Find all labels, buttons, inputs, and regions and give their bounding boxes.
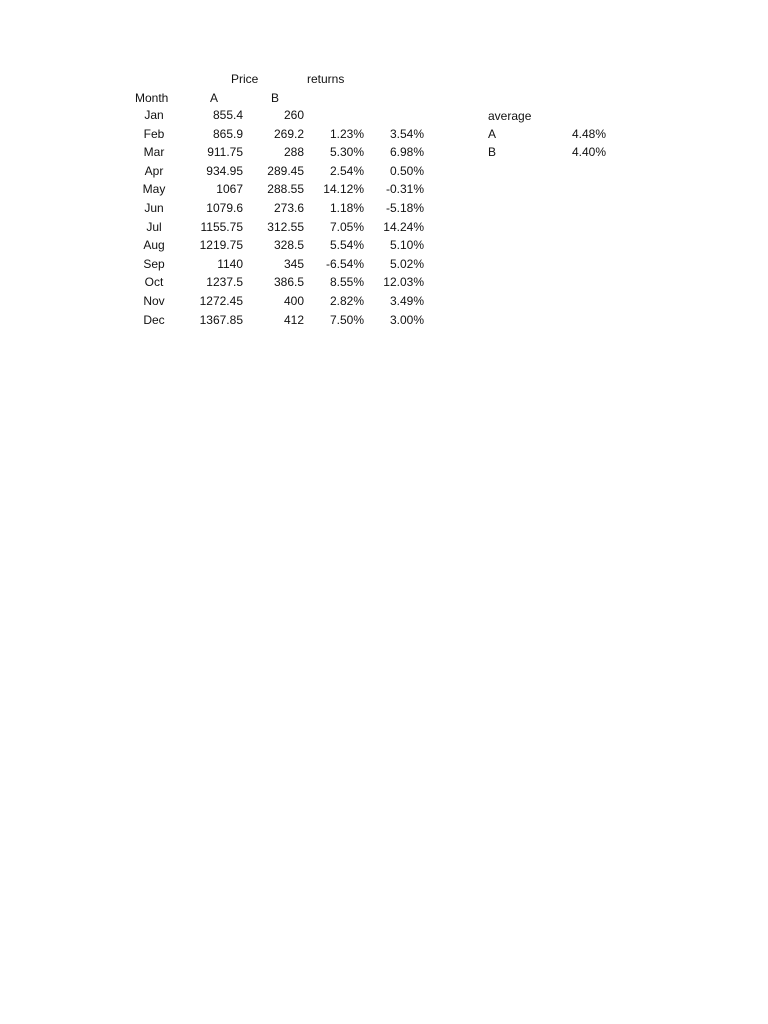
return-a-cell[interactable]: 5.54% xyxy=(329,238,364,253)
return-a-cell[interactable]: 2.82% xyxy=(329,294,364,308)
return-b-cell[interactable]: 6.98% xyxy=(389,145,424,160)
return-b-cell[interactable]: 0.50% xyxy=(389,163,424,178)
price-a-cell[interactable]: 865.9 xyxy=(212,126,243,141)
return-a-cell[interactable]: 1.18% xyxy=(329,201,364,215)
price-a-cell[interactable]: 1155.75 xyxy=(200,219,243,234)
average-value[interactable]: 4.48% xyxy=(571,126,606,141)
average-value[interactable]: 4.40% xyxy=(571,145,606,160)
month-column-header: Month xyxy=(135,91,169,105)
month-cell[interactable]: Mar xyxy=(143,145,165,160)
price-a-cell[interactable]: 1067 xyxy=(216,182,243,197)
price-b-cell[interactable]: 288 xyxy=(283,145,304,160)
price-b-column-header: B xyxy=(271,91,280,105)
price-b-cell[interactable]: 273.6 xyxy=(273,201,304,215)
price-a-cell[interactable]: 1237.5 xyxy=(206,275,243,290)
return-a-cell[interactable]: 5.30% xyxy=(329,145,364,160)
price-a-column-header: A xyxy=(210,91,219,105)
return-b-cell[interactable]: 3.00% xyxy=(389,312,424,327)
return-a-cell[interactable]: 7.50% xyxy=(329,312,364,327)
table-row xyxy=(0,292,768,311)
month-cell[interactable]: Feb xyxy=(143,126,165,141)
table-row xyxy=(0,218,768,237)
return-b-cell[interactable]: -0.31% xyxy=(385,182,424,197)
month-cell[interactable]: Aug xyxy=(143,238,165,253)
returns-group-header: returns xyxy=(307,72,345,86)
price-a-cell[interactable]: 1367.85 xyxy=(199,312,243,327)
price-a-cell[interactable]: 911.75 xyxy=(207,145,243,160)
month-cell[interactable]: Jan xyxy=(144,108,164,122)
price-a-cell[interactable]: 1079.6 xyxy=(206,201,243,215)
return-b-cell[interactable]: 3.49% xyxy=(389,294,424,308)
price-a-cell[interactable]: 855.4 xyxy=(212,108,243,122)
price-a-cell[interactable]: 1140 xyxy=(217,256,243,271)
return-b-cell[interactable]: 5.02% xyxy=(389,256,424,271)
return-b-cell[interactable]: 3.54% xyxy=(389,126,424,141)
table-row xyxy=(0,273,768,292)
average-label[interactable]: B xyxy=(488,145,497,160)
average-row xyxy=(0,143,768,162)
table-row xyxy=(0,199,768,218)
return-a-cell[interactable]: 14.12% xyxy=(323,182,364,197)
month-cell[interactable]: Sep xyxy=(143,256,165,271)
average-title: average xyxy=(488,109,532,123)
table-row xyxy=(0,106,768,125)
return-a-cell[interactable]: -6.54% xyxy=(325,256,364,271)
return-a-cell[interactable]: 1.23% xyxy=(329,126,364,141)
table-row xyxy=(0,255,768,274)
price-b-cell[interactable]: 412 xyxy=(283,312,304,327)
table-row xyxy=(0,162,768,181)
return-a-cell[interactable]: 2.54% xyxy=(329,163,364,178)
price-b-cell[interactable]: 289.45 xyxy=(267,163,304,178)
return-b-cell[interactable]: 14.24% xyxy=(383,219,424,234)
month-cell[interactable]: May xyxy=(142,182,166,197)
month-cell[interactable]: Oct xyxy=(144,275,164,290)
price-a-cell[interactable]: 934.95 xyxy=(206,163,243,178)
average-row xyxy=(0,125,768,144)
return-b-cell[interactable]: 12.03% xyxy=(383,275,424,290)
month-cell[interactable]: Jul xyxy=(146,219,162,234)
return-a-cell[interactable]: 8.55% xyxy=(329,275,364,290)
table-row xyxy=(0,180,768,199)
price-b-cell[interactable]: 312.55 xyxy=(267,219,304,234)
price-b-cell[interactable]: 288.55 xyxy=(267,182,304,197)
price-group-header: Price xyxy=(231,72,259,86)
price-b-cell[interactable]: 269.2 xyxy=(273,126,304,141)
table-row xyxy=(0,236,768,255)
return-b-cell[interactable]: -5.18% xyxy=(385,201,424,215)
price-b-cell[interactable]: 345 xyxy=(283,256,304,271)
month-cell[interactable]: Dec xyxy=(143,312,165,327)
price-a-cell[interactable]: 1219.75 xyxy=(199,238,243,253)
month-cell[interactable]: Apr xyxy=(144,163,164,178)
price-b-cell[interactable]: 260 xyxy=(283,108,304,122)
price-b-cell[interactable]: 386.5 xyxy=(273,275,304,290)
price-a-cell[interactable]: 1272.45 xyxy=(199,294,243,308)
price-b-cell[interactable]: 400 xyxy=(283,294,304,308)
month-cell[interactable]: Jun xyxy=(144,201,164,215)
return-b-cell[interactable]: 5.10% xyxy=(389,238,424,253)
price-b-cell[interactable]: 328.5 xyxy=(273,238,304,253)
return-a-cell[interactable]: 7.05% xyxy=(329,219,364,234)
average-label[interactable]: A xyxy=(488,126,497,141)
table-row xyxy=(0,311,768,330)
month-cell[interactable]: Nov xyxy=(143,294,165,308)
